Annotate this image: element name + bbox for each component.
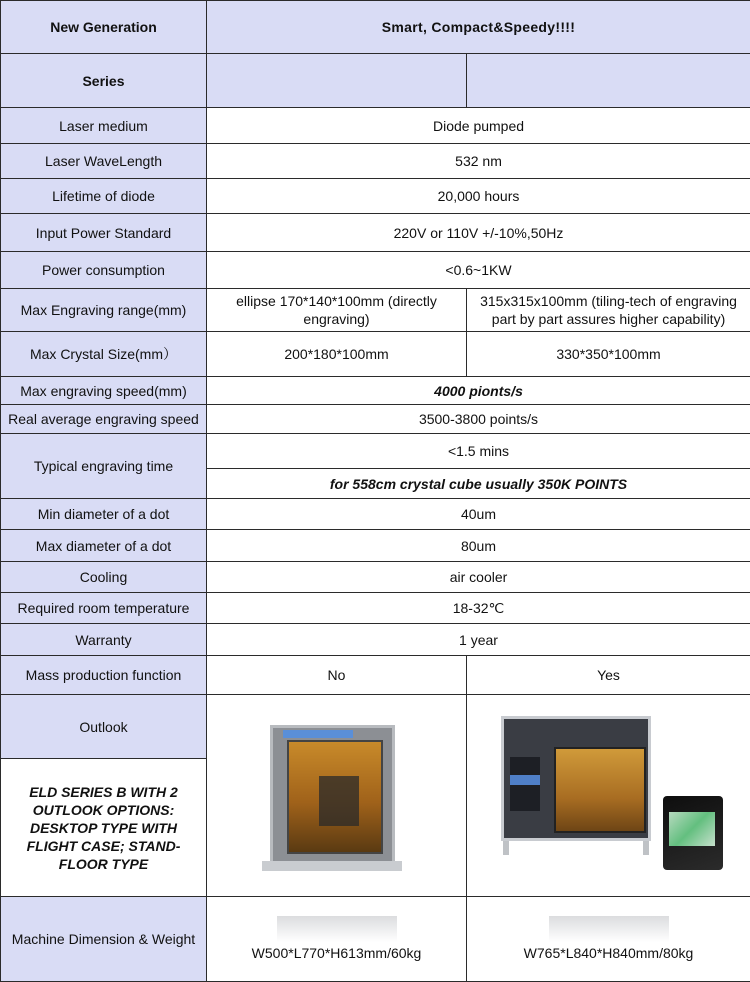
table-row — [1, 434, 750, 469]
outlook-row — [1, 695, 750, 759]
room-temp-label: Required room temperature — [1, 593, 207, 624]
table-row — [1, 144, 750, 179]
wavelength-label: Laser WaveLength — [1, 144, 207, 179]
table-row — [1, 108, 750, 144]
engraving-range-value-2: 315x315x100mm (tiling-tech of engraving part by part assures higher capability) — [467, 289, 750, 332]
outlook-label: Outlook — [1, 695, 207, 759]
avg-speed-label: Real average engraving speed — [1, 405, 207, 434]
stand-floor-machine-illustration — [489, 708, 729, 883]
avg-speed-value: 3500-3800 points/s — [207, 405, 750, 434]
engraving-range-value-1: ellipse 170*140*100mm (directly engraving) — [207, 289, 467, 332]
laser-medium-label: Laser medium — [1, 108, 207, 144]
cooling-label: Cooling — [1, 562, 207, 593]
mass-production-label: Mass production function — [1, 656, 207, 695]
warranty-value: 1 year — [207, 624, 750, 656]
warranty-label: Warranty — [1, 624, 207, 656]
table-row — [1, 252, 750, 289]
power-consumption-label: Power consumption — [1, 252, 207, 289]
table-row — [1, 593, 750, 624]
lifetime-value: 20,000 hours — [207, 179, 750, 214]
series-col1 — [207, 54, 467, 108]
max-dot-value: 80um — [207, 530, 750, 562]
series-col2 — [467, 54, 750, 108]
table-row — [1, 624, 750, 656]
dimension-value-1 — [207, 897, 467, 982]
cooling-value: air cooler — [207, 562, 750, 593]
max-speed-label: Max engraving speed(mm) — [1, 377, 207, 405]
table-row — [1, 562, 750, 593]
stand-floor-machine-image — [467, 695, 750, 897]
engraving-range-label: Max Engraving range(mm) — [1, 289, 207, 332]
dimension-value-2-text: W765*L840*H840mm/80kg — [524, 945, 694, 961]
typical-time-label: Typical engraving time — [1, 434, 207, 499]
desktop-machine-illustration — [262, 711, 412, 881]
wavelength-value: 532 nm — [207, 144, 750, 179]
table-row — [1, 332, 750, 377]
table-row — [1, 499, 750, 530]
table-row — [1, 405, 750, 434]
input-power-value: 220V or 110V +/-10%,50Hz — [207, 214, 750, 252]
table-row — [1, 179, 750, 214]
header-row — [1, 1, 750, 54]
dimension-value-2 — [467, 897, 750, 982]
crystal-size-label: Max Crystal Size(mm） — [1, 332, 207, 377]
table-row — [1, 530, 750, 562]
dimension-label: Machine Dimension & Weight — [1, 897, 207, 982]
mass-production-value-2: Yes — [467, 656, 750, 695]
table-row — [1, 214, 750, 252]
table-row — [1, 656, 750, 695]
max-dot-label: Max diameter of a dot — [1, 530, 207, 562]
input-power-label: Input Power Standard — [1, 214, 207, 252]
room-temp-value: 18-32℃ — [207, 593, 750, 624]
laser-medium-value: Diode pumped — [207, 108, 750, 144]
crystal-size-value-1: 200*180*100mm — [207, 332, 467, 377]
desktop-machine-image — [207, 695, 467, 897]
lifetime-label: Lifetime of diode — [1, 179, 207, 214]
outlook-note: ELD SERIES B WITH 2 OUTLOOK OPTIONS: DESKTOP TYPE WITH FLIGHT CASE; STAND-FLOOR TYPE — [1, 759, 207, 897]
min-dot-label: Min diameter of a dot — [1, 499, 207, 530]
table-row — [1, 377, 750, 405]
series-row — [1, 54, 750, 108]
min-dot-value: 40um — [207, 499, 750, 530]
new-generation-label: New Generation — [1, 1, 207, 54]
typical-time-note: for 558cm crystal cube usually 350K POINTS — [207, 469, 750, 499]
table-row — [1, 897, 750, 982]
brand-plate — [283, 730, 353, 738]
max-speed-value: 4000 pionts/s — [207, 377, 750, 405]
crystal-size-value-2: 330*350*100mm — [467, 332, 750, 377]
power-consumption-value: <0.6~1KW — [207, 252, 750, 289]
typical-time-value: <1.5 mins — [207, 434, 750, 469]
series-label: Series — [1, 54, 207, 108]
dimension-value-1-text: W500*L770*H613mm/60kg — [252, 945, 422, 961]
table-row — [1, 289, 750, 332]
page-title: Smart, Compact&Speedy!!!! — [207, 1, 750, 54]
mass-production-value-1: No — [207, 656, 467, 695]
